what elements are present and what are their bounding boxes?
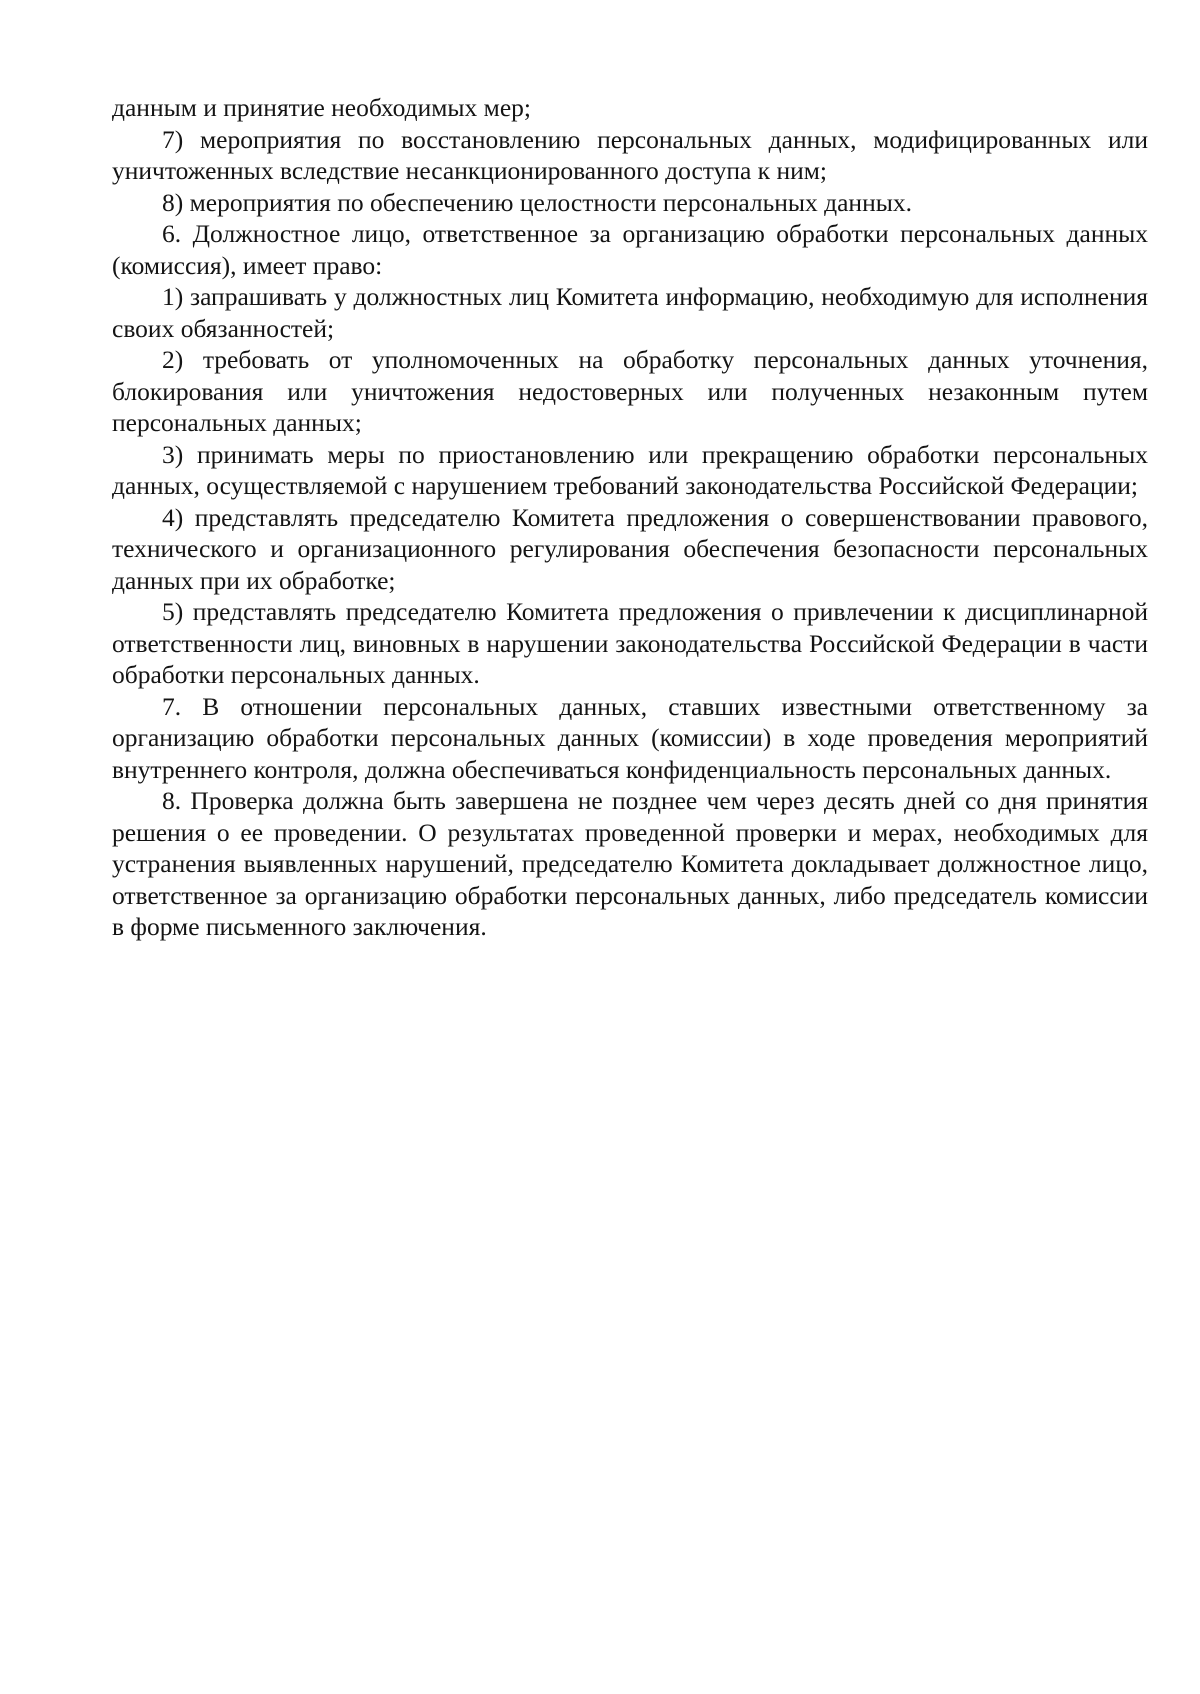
paragraph-section-7: 7. В отношении персональных данных, ставших известными ответственному за организацию обработки персональных данных (комиссии) в ходе проведения мероприятий внутреннего контроля, должна обеспечиваться конфиденциальность персональных данных. [112,691,1148,784]
paragraph-right-5: 5) представлять председателю Комитета предложения о привлечении к дисциплинарной ответственности лиц, виновных в нарушении законодательства Российской Федерации в части обработки персональных данных. [112,597,1148,689]
document-body [112,92,1148,943]
paragraph-item-7-restoration: 7) мероприятия по восстановлению персональных данных, модифицированных или уничтоженных вследствие несанкционированного доступа к ним; [112,124,1148,185]
paragraph-section-6: 6. Должностное лицо, ответственное за организацию обработки персональных данных (комиссия), имеет право: [112,219,1148,280]
paragraph-right-4: 4) представлять председателю Комитета предложения о совершенствовании правового, технического и организационного регулирования обеспечения безопасности персональных данных при их обработке; [112,502,1148,595]
paragraph-continuation: данным и принятие необходимых мер; [112,93,531,122]
paragraph-right-1: 1) запрашивать у должностных лиц Комитета информацию, необходимую для исполнения своих обязанностей; [112,282,1148,343]
paragraph-right-3: 3) принимать меры по приостановлению или прекращению обработки персональных данных, осуществляемой с нарушением требований законодательства Российской Федерации; [112,439,1148,500]
paragraph-right-2: 2) требовать от уполномоченных на обработку персональных данных уточнения, блокирования или уничтожения недостоверных или полученных незаконным путем персональных данных; [112,345,1148,437]
paragraph-item-8-integrity: 8) мероприятия по обеспечению целостности персональных данных. [162,187,912,217]
paragraph-section-8: 8. Проверка должна быть завершена не позднее чем через десять дней со дня принятия решения о ее проведении. О результатах проведенной проверки и мерах, необходимых для устранения выявленных нарушений, председателю Комитета докладывает должностное лицо, ответственное за организацию обработки персональных данных, либо председатель комиссии в форме письменного заключения. [112,786,1148,941]
